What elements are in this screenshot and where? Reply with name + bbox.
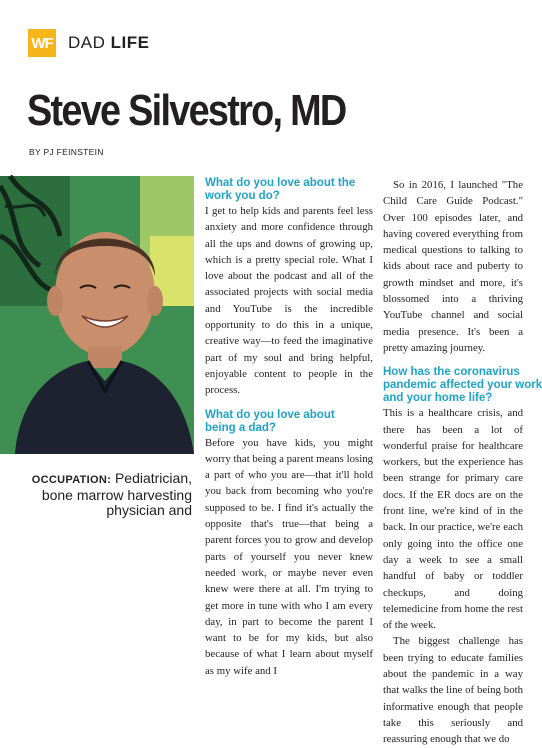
column-2-paragraph-2: This is a healthcare crisis, and there has been a lot of wonderful praise for healthcare workers, but the experience has been strange for primary care docs. If the ER docs are on the front line, we're kind of in the back. In our practice, we're each only going into the office one day a week to see a small handful of baby or toddler checkups, and doing telemedicine from home the rest of the week. [383,407,523,632]
question-2-line-1: What do you love about [205,408,335,421]
answer-2: Before you have kids, you might worry that being a parent means losing a part of who you are—that it'll hold you back from becoming who you're supposed to be. I find it's actually the opposite that's true—that being a parent forces you to grow and develop parts of yourself you never knew needed work, or maybe never even knew were there at all. I'm trying to get more in tune with who I am every day, in part to become the parent I want to be for my kids, but also because of what I learn about myself as my wife and I [205,436,373,677]
question-1 [205,177,373,203]
question-2 [205,409,373,435]
answer-1: I get to help kids and parents feel less anxiety and more confidence through all the ups and downs of growing up, which is a pretty special role. What I love about the podcast and all of the associated projects with social media and YouTube is the incredible opportunity to do this in a unique, creative way—to feed the imaginative part of my soul and bring helpful, enjoyable content to people in the process. [205,205,373,397]
question-1-line-1: What do you love about the [205,177,356,189]
section-name: LIFE [110,33,150,52]
question-3-line-2: pandemic affected your work [383,379,542,392]
portrait-photo [0,176,194,454]
question-3-line-1: How has the coronavirus [383,366,520,379]
occupation-text: Pediatrician, bone marrow harvesting physician and [41,470,192,518]
column-2-paragraph-3: The biggest challenge has been trying to educate families about the pandemic in a way that walks the line of being both informative enough that people take this seriously and reassuring enough that we do [383,635,523,746]
column-1 [205,177,373,679]
section-prefix: DAD [68,33,106,52]
article-title: Steve Silvestro, MD [27,86,346,135]
byline: BY PJ FEINSTEIN [29,147,104,157]
section-header [68,33,149,53]
occupation-label: OCCUPATION: [31,474,112,486]
portrait-illustration [0,176,194,454]
occupation-callout [30,471,192,518]
question-1-line-2: work you do? [205,190,280,202]
question-3-line-3: and your home life? [383,392,493,405]
wf-logo: WF [28,29,56,57]
column-2 [383,177,542,748]
question-3 [383,366,542,405]
column-2-paragraph-1: So in 2016, I launched "The Child Care Guide Podcast." Over 100 episodes later, and having covered everything from medical questions to talking to kids about race and puberty to growth mindset and more, it's blossomed into a thriving YouTube channel and social media presence. It's been a pretty amazing journey. [383,179,523,354]
question-2-line-2: being a dad? [205,421,276,434]
